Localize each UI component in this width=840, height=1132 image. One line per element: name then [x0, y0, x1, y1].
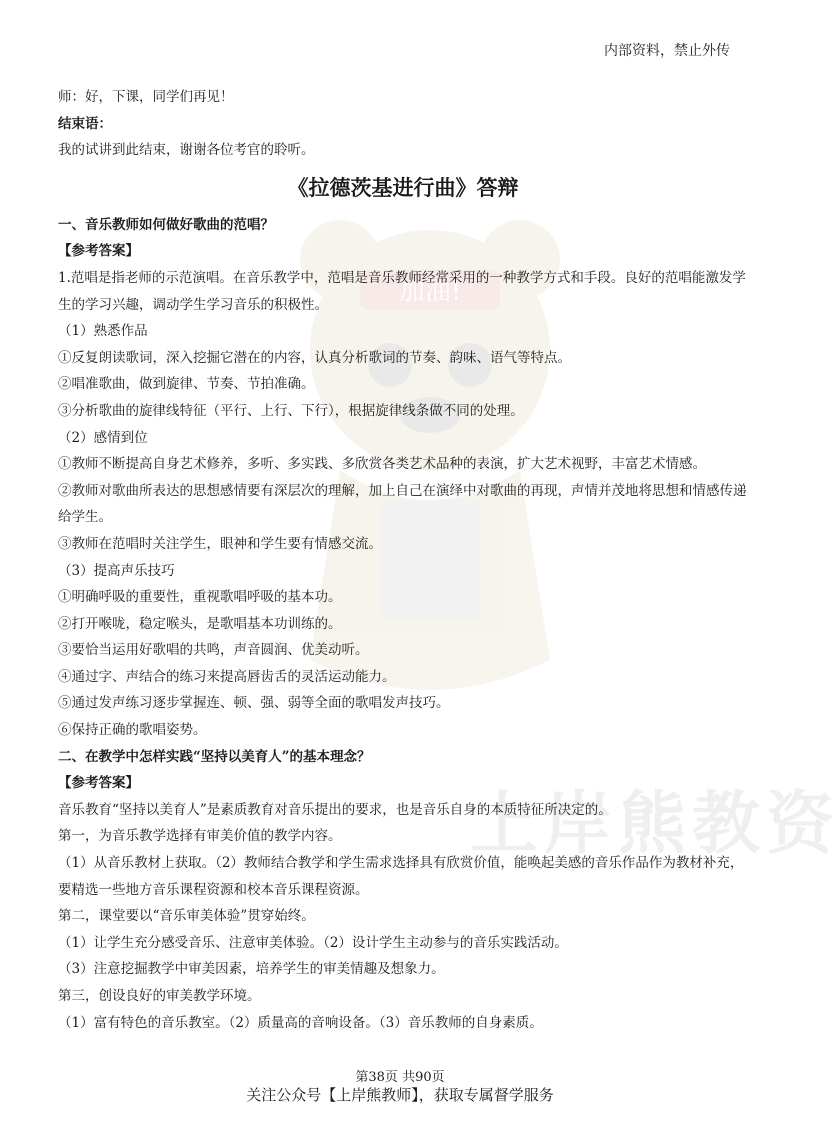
text-line: （1）让学生充分感受音乐、注意审美体验。（2）设计学生主动参与的音乐实践活动。: [58, 934, 568, 951]
section-heading: 【参考答案】: [58, 775, 139, 792]
section-heading: 【参考答案】: [58, 243, 139, 260]
text-line: （2）感情到位: [58, 429, 148, 446]
confidential-note: 内部资料，禁止外传: [604, 43, 730, 59]
text-line: 第二，课堂要以“音乐审美体验”贯穿始终。: [58, 908, 315, 925]
text-line: ①教师不断提高自身艺术修养，多听、多实践、多欣赏各类艺术品种的表演，扩大艺术视野，丰富艺术情感。: [58, 456, 706, 473]
brand-watermark-text: 上岸熊教资: [470, 785, 840, 864]
text-line: ③要恰当运用好歌唱的共鸣，声音圆润、优美动听。: [58, 642, 369, 659]
text-line: ②唱准歌曲，做到旋律、节奏、节拍准确。: [58, 376, 315, 393]
text-line: 师：好，下课，同学们再见！: [58, 89, 234, 105]
promo-footer: 关注公众号【上岸熊教师】，获取专属督学服务: [246, 1086, 554, 1104]
text-line: （1）富有特色的音乐教室。（2）质量高的音响设备。（3）音乐教师的自身素质。: [58, 1014, 543, 1031]
text-line: ④通过字、声结合的练习来提高唇齿舌的灵活运动能力。: [58, 668, 396, 685]
text-line: （1）从音乐教材上获取。（2）教师结合教学和学生需求选择具有欣赏价值，能唤起美感的音乐作品作为教材补充，要精选一些地方音乐课程资源和校本音乐课程资源。: [58, 855, 744, 898]
text-line: 我的试讲到此结束，谢谢各位考官的聆听。: [58, 142, 315, 159]
text-line: ②打开喉咙，稳定喉头，是歌唱基本功训练的。: [58, 615, 342, 632]
document-body: [58, 84, 748, 1036]
text-line: ②教师对歌曲所表达的思想感情要有深层次的理解，加上自己在演绎中对歌曲的再现，声情并茂地将思想和情感传递给学生。: [58, 482, 747, 526]
page-number: 第38页 共90页: [355, 1070, 445, 1085]
text-line: 音乐教育“坚持以美育人”是素质教育对音乐提出的要求，也是音乐自身的本质特征所决定的。: [58, 801, 612, 818]
text-line: ⑤通过发声练习逐步掌握连、顿、强、弱等全面的歌唱发声技巧。: [58, 695, 450, 712]
qa-section: [58, 212, 748, 1036]
text-line: （1）熟悉作品: [58, 323, 148, 340]
text-line: ③分析歌曲的旋律线特征（平行、上行、下行），根据旋律线条做不同的处理。: [58, 402, 524, 419]
intro-section: [58, 84, 748, 164]
text-line: ③教师在范唱时关注学生，眼神和学生要有情感交流。: [58, 535, 382, 552]
text-line: 1.范唱是指老师的示范演唱。在音乐教学中，范唱是音乐教师经常采用的一种教学方式和手段。良好的范唱能激发学生的学习兴趣，调动学生学习音乐的积极性。: [58, 269, 746, 313]
text-line: ⑥保持正确的歌唱姿势。: [58, 722, 207, 739]
section-heading: 二、在教学中怎样实践“坚持以美育人”的基本理念？: [58, 748, 371, 765]
text-line: 第一，为音乐教学选择有审美价值的教学内容。: [58, 828, 342, 845]
mascot-badge-text: 加油!: [398, 277, 462, 307]
text-line: （3）注意挖掘教学中审美因素，培养学生的审美情趣及想象力。: [58, 961, 445, 978]
text-line: ①反复朗读歌词，深入挖掘它潜在的内容，认真分析歌词的节奏、韵味、语气等特点。: [58, 349, 571, 366]
text-line: ①明确呼吸的重要性，重视歌唱呼吸的基本功。: [58, 589, 342, 606]
section-heading: 一、音乐教师如何做好歌曲的范唱？: [58, 216, 274, 233]
document-title: 《拉德茨基进行曲》答辩: [287, 174, 519, 200]
section-heading: 结束语：: [58, 115, 112, 132]
text-line: （3）提高声乐技巧: [58, 562, 175, 579]
text-line: 第三，创设良好的审美教学环境。: [58, 988, 261, 1004]
